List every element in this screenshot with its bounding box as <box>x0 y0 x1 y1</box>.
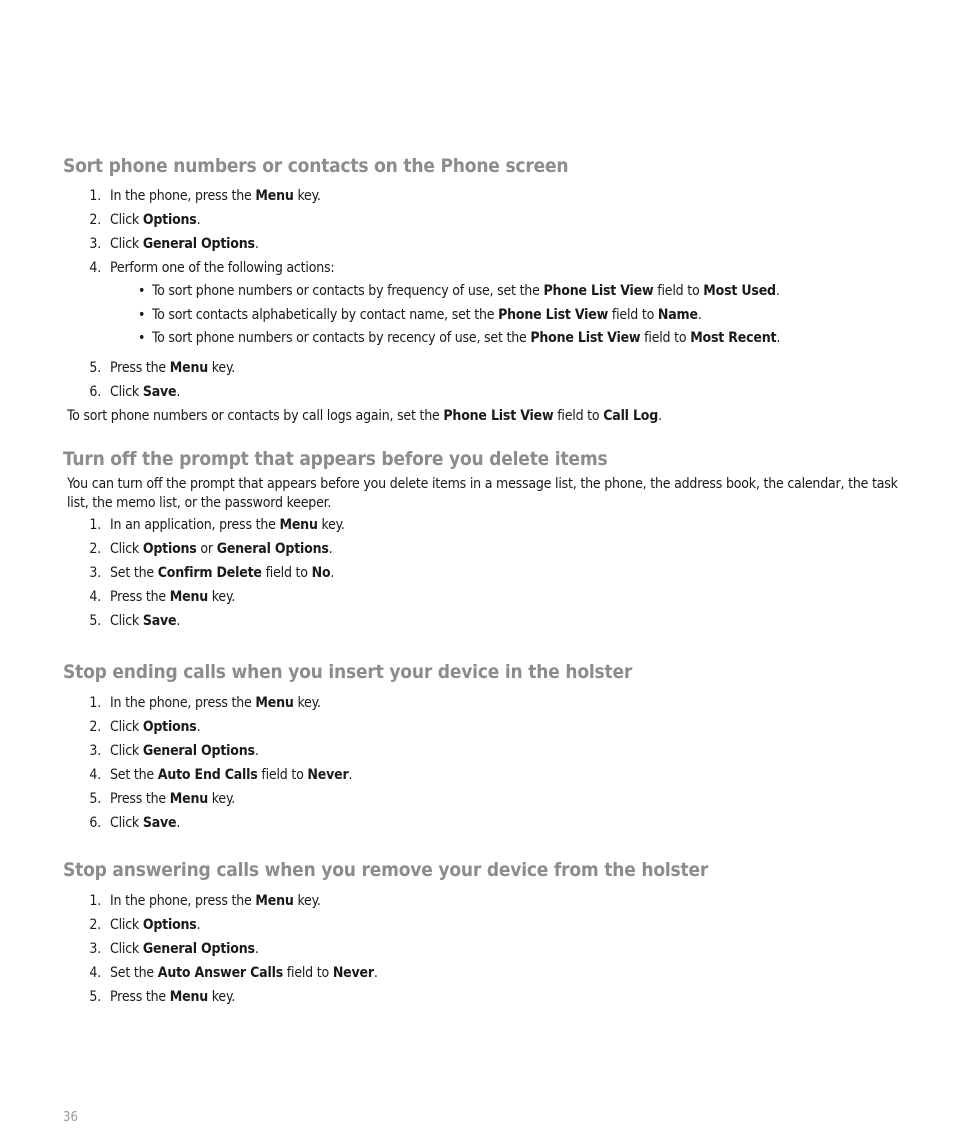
list-item: 2 . Click Options. <box>63 208 903 232</box>
intro-text: You can turn off the prompt that appears before you delete items in a message list, the phone, the address book, the calendar, the task list, the memo list, or the password keeper. <box>67 476 898 511</box>
list-item: 6 . Click Save. <box>63 811 903 835</box>
list-item: 5 . Click Save. <box>63 609 903 633</box>
list-item: 4 . Press the Menu key. <box>63 585 903 609</box>
list-item: 1 . In the phone, press the Menu key. <box>63 184 903 208</box>
steps-list <box>63 691 903 835</box>
steps-list <box>63 889 903 1009</box>
list-item: 2 . Click Options. <box>63 913 903 937</box>
note-text: To sort phone numbers or contacts by call logs again, set the Phone List View field to Call Log. <box>67 407 662 424</box>
list-item: 2 . Click Options or General Options. <box>63 537 903 561</box>
list-item: 2 . Click Options. <box>63 715 903 739</box>
section-heading: Turn off the prompt that appears before you delete items <box>63 448 608 470</box>
section-heading: Stop ending calls when you insert your device in the holster <box>63 661 633 683</box>
section-sort-phone-numbers <box>63 154 903 428</box>
list-item: 4 . Set the Auto Answer Calls field to Never. <box>63 961 903 985</box>
section-turn-off-delete-prompt <box>63 447 903 633</box>
list-item: 3 . Click General Options. <box>63 739 903 763</box>
list-item: 3 . Click General Options. <box>63 232 903 256</box>
page-number: 36 <box>63 1110 78 1125</box>
list-item: 3 . Set the Confirm Delete field to No. <box>63 561 903 585</box>
list-item: 1 . In the phone, press the Menu key. <box>63 889 903 913</box>
steps-list <box>63 184 903 404</box>
section-heading: Sort phone numbers or contacts on the Phone screen <box>63 155 569 177</box>
list-item: 6 . Click Save. <box>63 380 903 404</box>
bullet-item: • To sort phone numbers or contacts by recency of use, set the Phone List View field to Most Recent. <box>110 327 903 351</box>
list-item: 5 . Press the Menu key. <box>63 356 903 380</box>
bullet-item: • To sort contacts alphabetically by contact name, set the Phone List View field to Name. <box>110 304 903 328</box>
list-item: 1 . In an application, press the Menu key. <box>63 513 903 537</box>
section-heading: Stop answering calls when you remove your device from the holster <box>63 859 709 881</box>
bullet-item: • To sort phone numbers or contacts by frequency of use, set the Phone List View field to Most Used. <box>110 280 903 304</box>
list-item: 4 . Set the Auto End Calls field to Never. <box>63 763 903 787</box>
list-item: 1 . In the phone, press the Menu key. <box>63 691 903 715</box>
section-stop-ending-calls <box>63 660 903 835</box>
list-item: 3 . Click General Options. <box>63 937 903 961</box>
list-item: 4 . Perform one of the following actions: • To sort phone numbers or contacts by frequency of use, set the Phone List View field to Most Used. • To sort contacts alphabetically by contact name, set the Phone List View field to Name. • To sort phone numbers or contacts by recency of use, set the Phone List View field to Most Recent. <box>63 256 903 351</box>
steps-list <box>63 513 903 633</box>
list-item: 5 . Press the Menu key. <box>63 787 903 811</box>
list-item: 5 . Press the Menu key. <box>63 985 903 1009</box>
bullet-list <box>110 280 903 351</box>
section-stop-answering-calls <box>63 858 903 1009</box>
